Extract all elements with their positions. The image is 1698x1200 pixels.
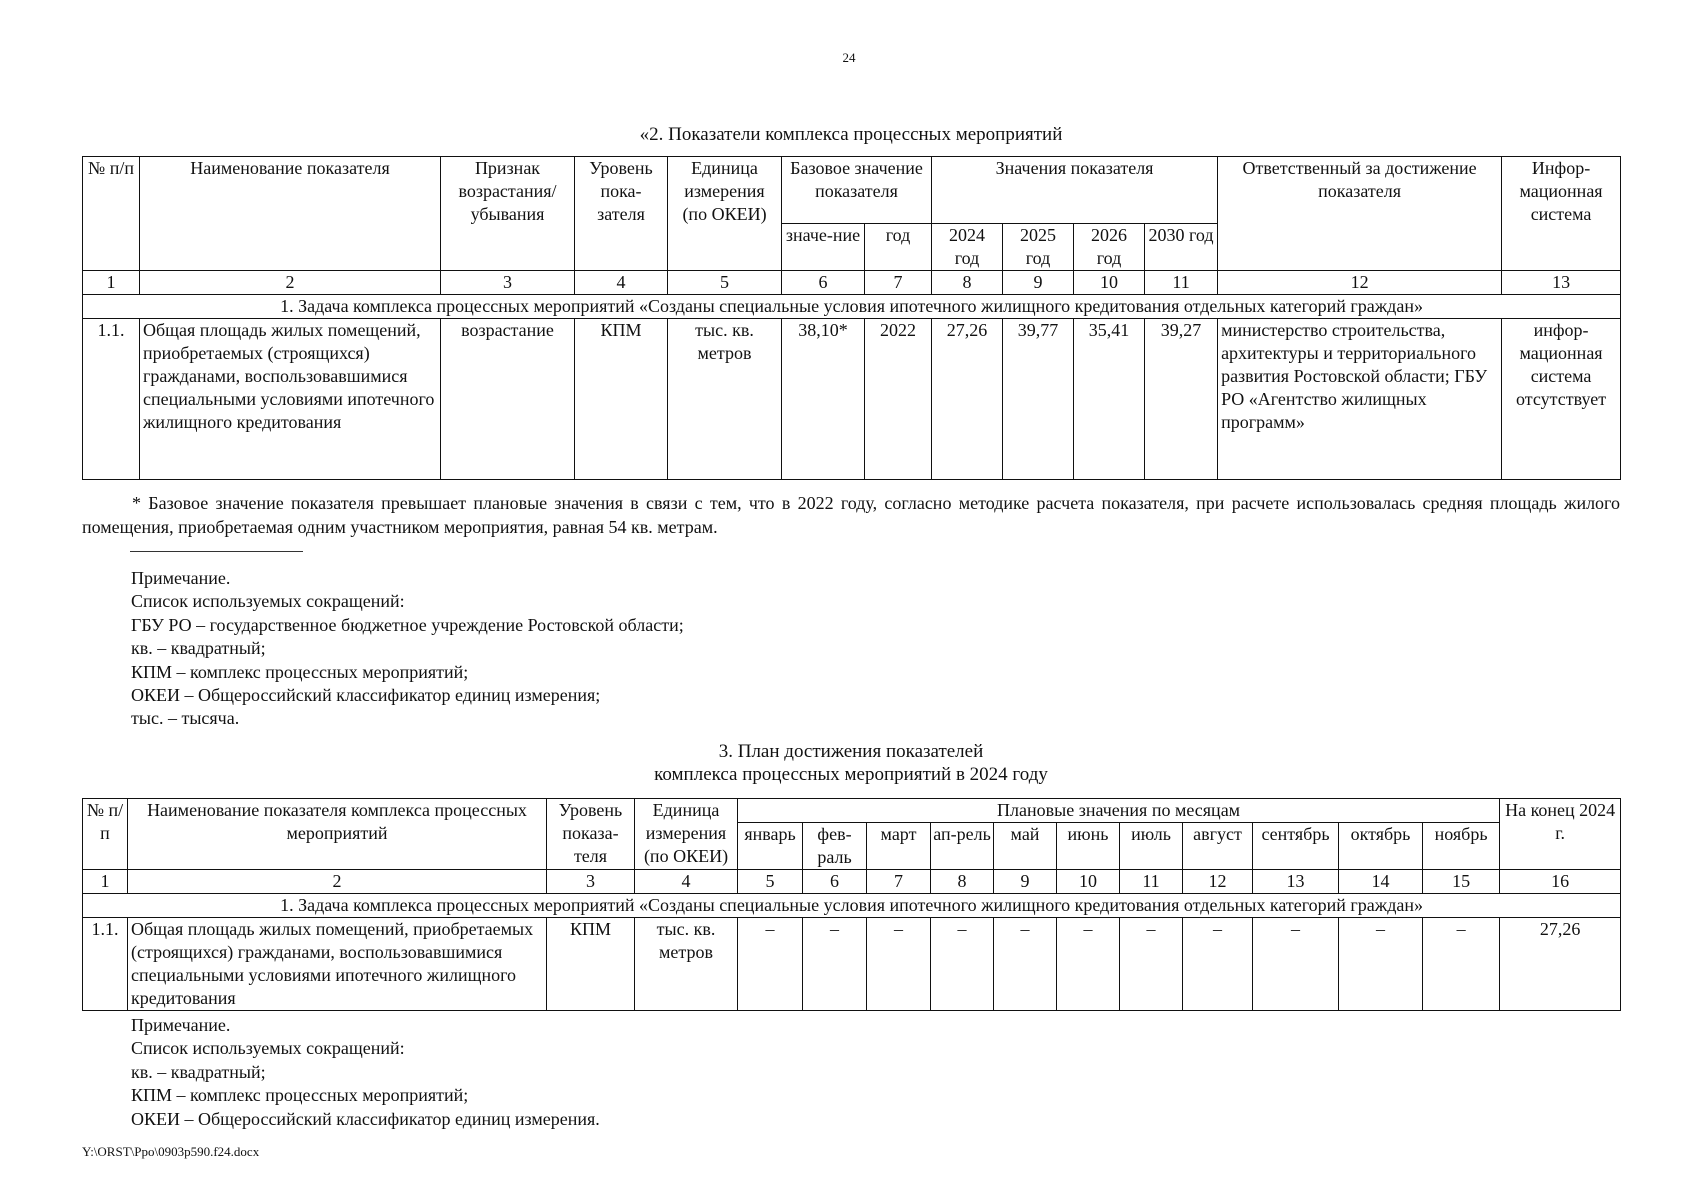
col-number: 6 <box>782 271 865 295</box>
header-month: сентябрь <box>1253 823 1339 870</box>
row-month-value: – <box>1183 918 1253 1011</box>
header-month: май <box>994 823 1057 870</box>
header-month: июль <box>1120 823 1183 870</box>
note-line: КПМ – комплекс процессных мероприятий; <box>131 661 469 682</box>
col-number: 15 <box>1423 870 1500 894</box>
note-line: тыс. – тысяча. <box>131 708 240 729</box>
note-line: кв. – квадратный; <box>131 1061 266 1082</box>
col-number: 4 <box>575 271 668 295</box>
header-num: № п/п <box>83 157 140 271</box>
page-number: 24 <box>842 50 856 65</box>
col-number: 10 <box>1074 271 1145 295</box>
header-name: Наименование показателя комплекса процессных мероприятий <box>128 799 547 870</box>
note-line: КПМ – комплекс процессных мероприятий; <box>131 1085 469 1106</box>
task-row <box>83 894 1621 918</box>
col-number: 14 <box>1339 870 1423 894</box>
plan-table <box>82 798 1621 1011</box>
col-number: 2 <box>128 870 547 894</box>
header-2025: 2025 год <box>1003 224 1074 271</box>
col-number: 11 <box>1120 870 1183 894</box>
header-level: Уровень пока-зателя <box>575 157 668 271</box>
section-3-title-line-1: 3. План достижения показателей <box>718 741 984 762</box>
note-line: ОКЕИ – Общероссийский классификатор единиц измерения; <box>131 685 601 706</box>
file-path: Y:\ORST\Ppo\0903p590.f24.docx <box>82 1144 260 1159</box>
header-base-value: значе-ние <box>782 224 865 271</box>
header-row <box>83 157 1621 224</box>
notes-section-3 <box>131 1014 600 1131</box>
col-number: 3 <box>547 870 635 894</box>
row-end-value: 27,26 <box>1500 918 1621 1011</box>
section-2-title: «2. Показатели комплекса процессных мероприятий <box>639 124 1063 145</box>
note-line: Примечание. <box>131 1015 231 1035</box>
col-number: 4 <box>635 870 738 894</box>
col-number: 6 <box>803 870 867 894</box>
table-row <box>83 319 1621 480</box>
row-value-2025: 39,77 <box>1003 319 1074 480</box>
section-3-title <box>82 740 1620 786</box>
col-number: 3 <box>441 271 575 295</box>
row-num: 1.1. <box>83 319 140 480</box>
row-sign: возрастание <box>441 319 575 480</box>
note-line: ОКЕИ – Общероссийский классификатор единиц измерения. <box>131 1108 600 1129</box>
col-number: 10 <box>1057 870 1120 894</box>
col-number: 5 <box>668 271 782 295</box>
col-number: 9 <box>994 870 1057 894</box>
header-month: фев-раль <box>803 823 867 870</box>
header-values: Значения показателя <box>932 157 1218 224</box>
header-sign: Признак возрастания/ убывания <box>441 157 575 271</box>
note-line: Список используемых сокращений: <box>131 1038 405 1059</box>
header-unit: Единица измерения (по ОКЕИ) <box>635 799 738 870</box>
indicators-table <box>82 156 1621 480</box>
header-num: № п/п <box>83 799 128 870</box>
row-base-year: 2022 <box>865 319 932 480</box>
header-month: август <box>1183 823 1253 870</box>
col-number: 8 <box>932 271 1003 295</box>
section-3-title-line-2: комплекса процессных мероприятий в 2024 году <box>654 764 1048 785</box>
header-plan: Плановые значения по месяцам <box>738 799 1500 823</box>
note-line: ГБУ РО – государственное бюджетное учреждение Ростовской области; <box>131 614 684 635</box>
row-info: инфор-мационная система отсутствует <box>1502 319 1621 480</box>
col-number: 2 <box>140 271 441 295</box>
row-responsible: министерство строительства, архитектуры и территориального развития Ростовской области; ГБУ РО «Агентство жилищных программ» <box>1218 319 1502 480</box>
col-number: 13 <box>1253 870 1339 894</box>
col-number: 13 <box>1502 271 1621 295</box>
header-name: Наименование показателя <box>140 157 441 271</box>
header-info: Инфор-мационная система <box>1502 157 1621 271</box>
col-number: 16 <box>1500 870 1621 894</box>
row-name: Общая площадь жилых помещений, приобретаемых (строящихся) гражданами, воспользовавшимися специальными условиями ипотечного жилищного кредитования <box>128 918 547 1011</box>
col-number: 12 <box>1218 271 1502 295</box>
col-number: 11 <box>1145 271 1218 295</box>
task-title: 1. Задача комплекса процессных мероприятий «Созданы специальные условия ипотечного жилищного кредитования отдельных категорий граждан» <box>83 295 1621 319</box>
header-end: На конец 2024 г. <box>1500 799 1621 870</box>
header-row <box>83 799 1621 823</box>
row-month-value: – <box>803 918 867 1011</box>
header-base: Базовое значение показателя <box>782 157 932 224</box>
note-line: Примечание. <box>131 568 231 588</box>
col-number: 5 <box>738 870 803 894</box>
footnote: * Базовое значение показателя превышает плановые значения в связи с тем, что в 2022 году, согласно методике расчета показателя, при расчете использовалась средняя площадь жилого помещения, приобретаемая одним участником мероприятия, равная 54 кв. метрам. <box>82 493 1620 537</box>
column-number-row <box>83 870 1621 894</box>
header-base-year: год <box>865 224 932 271</box>
header-month: март <box>867 823 931 870</box>
header-month: ноябрь <box>1423 823 1500 870</box>
row-unit: тыс. кв. метров <box>668 319 782 480</box>
col-number: 7 <box>867 870 931 894</box>
row-value-2030: 39,27 <box>1145 319 1218 480</box>
header-month: июнь <box>1057 823 1120 870</box>
row-level: КПМ <box>547 918 635 1011</box>
footnote-separator <box>130 551 303 552</box>
row-base-value: 38,10* <box>782 319 865 480</box>
row-month-value: – <box>738 918 803 1011</box>
col-number: 1 <box>83 870 128 894</box>
col-number: 8 <box>931 870 994 894</box>
row-month-value: – <box>994 918 1057 1011</box>
header-2024: 2024 год <box>932 224 1003 271</box>
header-month: январь <box>738 823 803 870</box>
col-number: 12 <box>1183 870 1253 894</box>
header-2026: 2026 год <box>1074 224 1145 271</box>
row-value-2024: 27,26 <box>932 319 1003 480</box>
row-month-value: – <box>931 918 994 1011</box>
note-line: кв. – квадратный; <box>131 638 266 659</box>
row-month-value: – <box>1339 918 1423 1011</box>
header-2030: 2030 год <box>1145 224 1218 271</box>
row-value-2026: 35,41 <box>1074 319 1145 480</box>
header-month: октябрь <box>1339 823 1423 870</box>
header-responsible: Ответственный за достижение показателя <box>1218 157 1502 271</box>
row-month-value: – <box>867 918 931 1011</box>
header-month: ап-рель <box>931 823 994 870</box>
row-unit: тыс. кв. метров <box>635 918 738 1011</box>
col-number: 7 <box>865 271 932 295</box>
row-month-value: – <box>1423 918 1500 1011</box>
col-number: 9 <box>1003 271 1074 295</box>
row-month-value: – <box>1120 918 1183 1011</box>
row-name: Общая площадь жилых помещений, приобретаемых (строящихся) гражданами, воспользовавшимися специальными условиями ипотечного жилищного кредитования <box>140 319 441 480</box>
row-level: КПМ <box>575 319 668 480</box>
row-month-value: – <box>1057 918 1120 1011</box>
task-row <box>83 295 1621 319</box>
notes-section-2 <box>131 567 684 731</box>
task-title: 1. Задача комплекса процессных мероприятий «Созданы специальные условия ипотечного жилищного кредитования отдельных категорий граждан» <box>83 894 1621 918</box>
column-number-row <box>83 271 1621 295</box>
row-month-value: – <box>1253 918 1339 1011</box>
header-unit: Единица измерения (по ОКЕИ) <box>668 157 782 271</box>
header-level: Уровень показа-теля <box>547 799 635 870</box>
note-line: Список используемых сокращений: <box>131 591 405 612</box>
row-num: 1.1. <box>83 918 128 1011</box>
col-number: 1 <box>83 271 140 295</box>
table-row <box>83 918 1621 1011</box>
